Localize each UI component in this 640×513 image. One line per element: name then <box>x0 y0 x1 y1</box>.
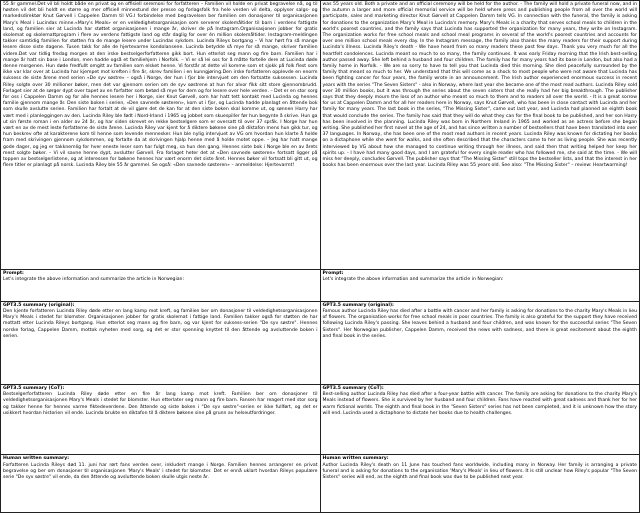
article-norwegian: 55 år gammel.Det vil bli holdt både en privat og en offisiell seremoni for forfatteren – Familien vil holde en privat begravelse nå, og til høsten vil det bli holdt en større og mer offisiell minnestund der presse og forlagsfolk fra hele verden vil delta, opplyser salgs- og markedsdirektør Knut Gørvell i Cappelen Damm til VG.I forbindelse med begravelsen ber familien om donasjoner til organisasjonen Mary's Meal i Lucindas minne.«Mary's Meals» er en veldedighetsorganisasjon som serverer skolemåltider til barn i verdens fattigste land, og familien sier at Lucinda har støttet organisasjonen i mange år, skriver de på Instagram.Organisasjonen jobber for gratis skolemat og skolemattprogram i flere av verdens fattigste land og står daglig for over én million skolemåltider. Instagram-meldingen takker samtidig familien for støtten fra de mange lesere under Lucindas sykdom. Lucinda Rileys bortgang – Vi har hørt fra så mange lesere disse siste dagene. Tusen takk for alle de hjertevarme kondolansene. Lucinda betydde så mye for så mange, skriver familien videre.Det var tidlig fredag morgen at den irske bestselgerforfatteren gikk bort. Hun etterlot seg mann og fire barn. Familien har i mange år hatt sin base i London, men hadde også et familiehjem i Norfolk. – Vi er så lei oss for å måtte fortelle dere at Lucinda døde denne morgenen. Hun døde fredfullt omgitt av familien som elsket henne. Vi forstår at dette vil komme som et sjokk på folk flest som ikke var klar over at Lucinda har kjempet mot kreften i fire år, skrev familien i en kunngjøring.Den irske forfatteren opplevde en enorm suksess de siste årene med serien «De syv søstre» – også i Norge, der hun i fjor ble intervjuet om den fortsatte suksessen. Lucinda Riley solgte over 30 millioner bøker, men det var gjennom serien om de syv søstrene at hun for alvor fikk sitt store gjennombrudd. Forlaget sier at de sørger dypt over tapet av en forfatter som betød så mye for dem og for lesere over hele verden. – Det er en stor sorg for oss i Cappelen Damm og for alle hennes lesere her i Norge, sier Knut Gørvell, som har hatt tett kontakt med Lucinda og hennes familie gjennom mange år. Den siste boken i serien, «Den savnede søsteren», kom ut i fjor, og Lucinda hadde planlagt en åttende bok som skulle avslutte serien. Familien har fortalt at de vil gjøre det de kan for at den siste boken skal komme ut, og sønnen Harry har vært med i planleggingen av den. Lucinda Riley ble født i Nord-Irland i 1965 og jobbet som skuespiller før hun begynte å skrive. Hun ga ut sin første roman i en alder av 24 år, og har siden skrevet en rekke bestselgere som er oversatt til over 37 språk. I Norge har hun vært en av de mest leste forfatterne de siste årene. Lucinda Riley var kjent for å diktere bøkene sine på diktafon mens hun gikk tur, og hun beskrev ofte at karakterene kom til henne som levende mennesker. Hun ble nylig intervjuet av VG om hvordan hun klarte å holde fram med skrivingen gjennom sykdommen, og fortalte da at skrivingen hjalp henne med å holde motet oppe. – Jeg har hatt mange gode dager, og jeg er takknemlig for hver eneste leser som har fulgt meg, sa hun den gang. Hennes siste bok i Norge ble en av årets mest solgte bøker. – Vi vil savne henne dypt, avslutter Gørvell. Fra forlaget heter det at «Den savnede søsteren» fortsatt ligger på toppen av bestselgerlistene, og at interessen for bøkene hennes har vært enorm det siste året. Hennes bøker vil fortsatt bli gitt ut, og flere titler er planlagt på norsk. Lucinda Riley ble 55 år gammel. Se også: «Den savnede søsteren» – anmeldelse: Hjertevarmt! <box>1 1 321 270</box>
gpt-original-label: GPT3.5 summary (original): <box>322 302 394 308</box>
prompt-label: Prompt: <box>322 271 344 276</box>
gpt-original-english <box>320 301 640 384</box>
prompt-row <box>1 270 640 302</box>
gpt-cot-text: Bestselgerforfatteren Lucinda Riley døde etter en fire år lang kamp mot kreft. Familien ber om donasjoner til veldedighetsorganisasjonen Mary's Meals i stedet for blomster. Hun etterlater seg mann og fire barn. Fansen har reagert med stor sorg og takker henne for hennes varme fiktedeverdene. Den åttende og siste boken i "De syv søstre"-serien er ikke fullført, og det er usikkert hvordan historien vil ende. Lucinda brukte en diktafon til å diktere bøkene sine på grunn av helseutfordringer. <box>3 392 318 416</box>
gpt-original-label: GPT3.5 summary (original): <box>3 302 75 308</box>
gpt-original-text: Den kjente forfatteren Lucinda Riley døde etter en lang kamp mot kreft, og familien ber om donasjoner til veldedighetsorganisasjonen Mary's Meals i stedet for blomster. Organisasjonen jobber for gratis skolemat i fattige land. Familien takker også for støtten de har mottatt etter Lucinda Rileys bortgang. Hun etterlot seg mann og fire barn, og var kjent for suksess-serien "De syv søstre". Hennes norske forlag, Cappelen Damm, mottok nyheten med sorg, og det er stor spenning knyttet til den åttende og avsluttende boken i serien. <box>3 309 318 339</box>
gpt-original-text: Famous author Lucinda Riley has died after a battle with cancer and her family is asking for donations to the charity Mary's Meals in lieu of flowers. The organisation works for free school meals in poor countries. The family is also grateful for the support they have received following Lucinda Riley's passing. She leaves behind a husband and four children, and was known for the successful series "The Seven Sisters". Her Norwegian publisher, Cappelen Damm, received the news with sadness, and there is great excitement about the eighth and final book in the series. <box>322 309 637 339</box>
gpt-original-norwegian <box>1 301 321 384</box>
gpt-original-row <box>1 301 640 384</box>
human-label: Human written summary: <box>322 456 389 462</box>
prompt-label: Prompt: <box>3 271 24 276</box>
article-row <box>1 1 640 270</box>
gpt-cot-row <box>1 385 640 455</box>
gpt-cot-norwegian <box>1 385 321 455</box>
prompt-norwegian <box>1 270 321 302</box>
prompt-english <box>320 270 640 302</box>
gpt-cot-label: GPT3.5 summary (CoT): <box>322 386 384 392</box>
gpt-cot-label: GPT3.5 summary (CoT): <box>3 386 65 392</box>
human-english <box>320 455 640 513</box>
human-label: Human written summary: <box>3 456 70 462</box>
gpt-cot-english <box>320 385 640 455</box>
prompt-text: Let's integrate the above information and summarize the article in Norwegian: <box>322 277 504 283</box>
gpt-cot-text: Best-selling author Lucinda Riley has died after a four-year battle with cancer. The family are asking for donations to the charity Mary's Meals instead of flowers. She is survived by her husband and four children. Fans have reacted with great sadness and thank her for her warm fictional worlds. The eighth and final book in the "Seven Sisters" series has not been completed, and it is unknown how the story will end. Lucinda used a dictaphone to dictate her books due to health challenges. <box>322 392 637 416</box>
article-english: was 55 years old. Both a private and an official ceremony will be held for the author. - The family will hold a private funeral now, and in the autumn a larger and more official memorial service will be held where press and publishing people from all over the world will participate, sales and marketing director Knut Gørvell at Cappelen Damm tells VG. In connection with the funeral, the family is asking for donations to the organization Mary's Meal in Lucinda's memory. Mary's Meals is a charity that serves school meals to children in the world's poorest countries, and the family says that Lucinda has supported the organization for many years, they write on Instagram. The organization works for free school meals and school meal programs in several of the world's poorest countries and accounts for over one million school meals every day. In the Instagram message, the family also thanks the many readers for their support during Lucinda's illness. Lucinda Riley's death - We have heard from so many readers these past few days. Thank you very much for all the heartfelt condolences. Lucinda meant so much to so many, the family continues. It was early Friday morning that the Irish best-selling author passed away. She left behind a husband and four children. The family has for many years had its base in London, but also had a family home in Norfolk. - We are so sorry to have to tell you that Lucinda died this morning. She died peacefully surrounded by the family that meant so much to her. We understand that this will come as a shock to most people who were not aware that Lucinda has been fighting cancer for four years, the family wrote in an announcement. The Irish author experienced enormous success in recent years with the series "The Seven Sisters" - also in Norway, where last year she became one of the most read authors. Lucinda Riley sold over 30 million books, but it was through the series about the seven sisters that she really had her big breakthrough. The publisher says that they deeply mourn the loss of an author who meant so much to them and to readers all over the world. - It is a great sorrow for us at Cappelen Damm and for all her readers here in Norway, says Knut Gørvell, who has been in close contact with Lucinda and her family for many years. The last book in the series, "The Missing Sister", came out last year, and Lucinda had planned an eighth book that would conclude the series. The family has said that they will do what they can for the final book to be published, and her son Harry has been involved in the planning. Lucinda Riley was born in Northern Ireland in 1965 and worked as an actress before she began writing. She published her first novel at the age of 24, and has since written a number of bestsellers that have been translated into over 37 languages. In Norway, she has been one of the most read authors in recent years. Lucinda Riley was known for dictating her books on a dictaphone while she went for walks, and she often described that the characters came to her as living people. She was recently interviewed by VG about how she managed to continue writing through her illness, and said then that writing helped her keep her spirits up. - I have had many good days, and I am grateful for every single reader who has followed me, she said at the time. - We will miss her deeply, concludes Gørvell. The publisher says that "The Missing Sister" still tops the bestseller lists, and that the interest in her books has been enormous over the last year. Lucinda Riley was 55 years old. See also: "The Missing Sister" – review: Heartwarming! <box>320 1 640 270</box>
human-text: Forfatteren Lucinda Rileys død 11. juni har rørt fans verden over, inkludert mange i Norge. Familien hennes arrangerer en privat begravelse og ber om donasjoner til organisasjonen 'Mary's Meals' i stedet for blomster. Det er ennå uklart hvordan Rileys populære serie "De syv søstre" vil ende, da den åttende og avsluttende boken skulle utgis neste år. <box>3 462 318 481</box>
prompt-text: Let's integrate the above information and summarize the article in Norwegian: <box>3 277 184 283</box>
human-row <box>1 455 640 513</box>
human-text: Author Lucinda Riley's death on 11 June has touched fans worldwide, including many in Norway. Her family is arranging a private funeral and is asking for donations to the organisation 'Mary's Meals' in lieu of flowers. It is still unclear how Riley's popular "The Seven Sisters" series will end, as the eighth and final book was due to be published next year. <box>322 462 637 481</box>
human-norwegian <box>1 455 321 513</box>
